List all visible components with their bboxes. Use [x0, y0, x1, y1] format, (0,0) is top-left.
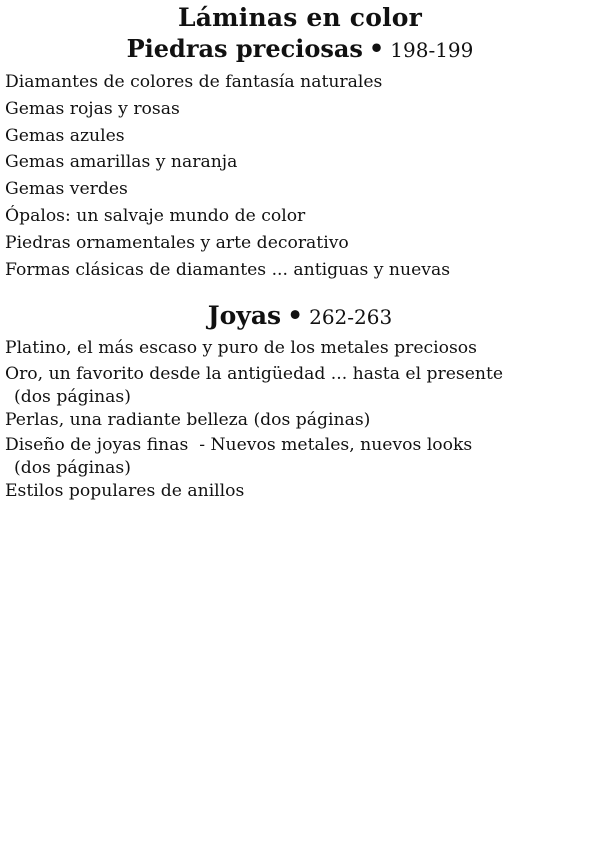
header [0, 4, 600, 65]
list-item-text: Estilos populares de anillos [5, 481, 245, 502]
list-item: Gemas amarillas y naranja [5, 152, 238, 173]
list-item-text: Platino, el más escaso y puro de los metales preciosos [5, 338, 477, 359]
list-item: Gemas azules [5, 125, 125, 146]
bullet-separator: • [368, 34, 385, 63]
list-item [5, 362, 600, 408]
section-page-range: 262-263 [309, 305, 393, 330]
list-item: Piedras ornamentales y arte decorativo [5, 232, 349, 253]
section1-list [0, 69, 600, 283]
section2-list [0, 336, 600, 505]
list-item [5, 433, 600, 479]
list-item: Gemas rojas y rosas [5, 98, 180, 119]
list-item-continuation: (dos páginas) [14, 458, 131, 479]
list-item: Formas clásicas de diamantes ... antiguas y nuevas [5, 259, 451, 280]
list-item-text: Oro, un favorito desde la antigüedad ... hasta el presente [5, 363, 504, 384]
section-title-text: Joyas [207, 301, 282, 331]
page-title: Láminas en color [177, 3, 423, 32]
list-item-text: Diseño de joyas finas - Nuevos metales, nuevos looks [5, 435, 473, 456]
section-page-range: 198-199 [390, 38, 474, 62]
list-item: Gemas verdes [5, 179, 128, 200]
list-item [5, 336, 600, 362]
list-item [5, 408, 600, 434]
bullet-separator: • [287, 301, 304, 331]
section-title-joyas [0, 301, 600, 332]
list-item: Ópalos: un salvaje mundo de color [5, 205, 306, 226]
list-item [5, 479, 600, 505]
list-item: Diamantes de colores de fantasía naturales [5, 72, 383, 92]
list-item-text: Perlas, una radiante belleza (dos páginas) [5, 409, 371, 430]
list-item-continuation: (dos páginas) [14, 386, 131, 407]
section-title-piedras [0, 34, 600, 65]
section-title-text: Piedras preciosas [126, 34, 363, 63]
